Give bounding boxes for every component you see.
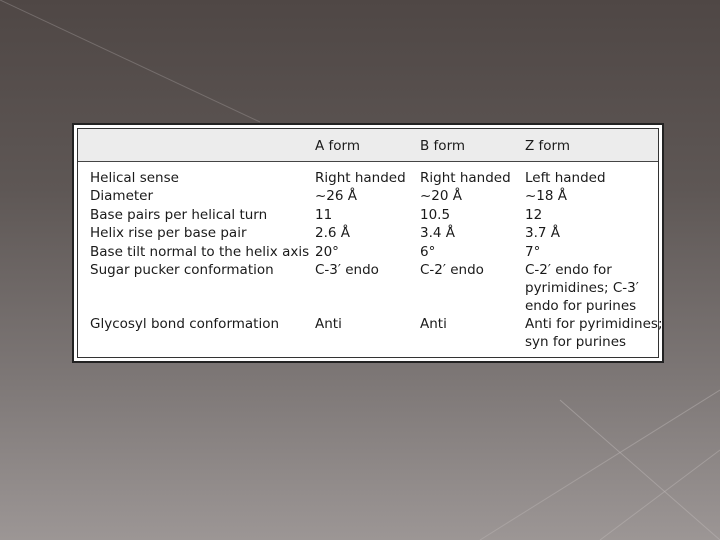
cell-b: ~20 Å (420, 188, 463, 204)
row-label: Glycosyl bond conformation (90, 316, 280, 332)
cell-a: 11 (315, 207, 333, 223)
header-a-form: A form (315, 138, 361, 154)
row-label: Diameter (90, 188, 154, 204)
cell-z: C-2′ endo for pyrimidines; C-3′ endo for purines (525, 262, 639, 314)
cell-b: C-2′ endo (420, 262, 484, 278)
cell-a: C-3′ endo (315, 262, 379, 278)
table-header (78, 129, 658, 162)
header-z-form: Z form (525, 138, 571, 154)
cell-a: 2.6 Å (315, 225, 350, 241)
row-label: Helix rise per base pair (90, 225, 247, 241)
cell-z: Anti for pyrimidines; syn for purines (525, 316, 663, 350)
cell-b: 3.4 Å (420, 225, 455, 241)
cell-a: Right handed (315, 170, 406, 186)
cell-b: 10.5 (420, 207, 451, 223)
cell-z: Left handed (525, 170, 606, 186)
cell-z: 3.7 Å (525, 225, 560, 241)
row-label: Helical sense (90, 170, 179, 186)
cell-a: Anti (315, 316, 342, 332)
row-label: Sugar pucker conformation (90, 262, 274, 278)
cell-b: Right handed (420, 170, 511, 186)
dna-forms-table (72, 123, 664, 363)
cell-b: 6° (420, 244, 436, 260)
table-frame (77, 128, 663, 358)
cell-a: 20° (315, 244, 339, 260)
cell-z: 12 (525, 207, 543, 223)
cell-z: 7° (525, 244, 541, 260)
header-b-form: B form (420, 138, 466, 154)
cell-b: Anti (420, 316, 447, 332)
row-label: Base tilt normal to the helix axis (90, 244, 310, 260)
cell-z: ~18 Å (525, 188, 568, 204)
cell-a: ~26 Å (315, 188, 358, 204)
row-label: Base pairs per helical turn (90, 207, 268, 223)
